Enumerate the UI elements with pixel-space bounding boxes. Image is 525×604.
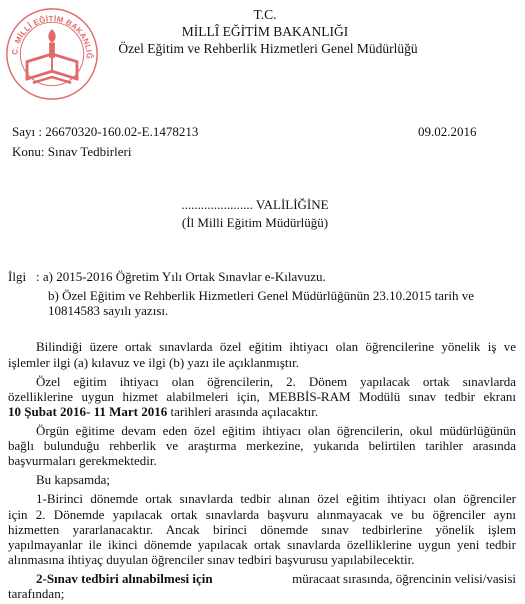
p6-rest: müracaat sırasında, öğrencinin velisi/vasisi xyxy=(292,571,516,586)
ilgi-label: İlgi xyxy=(8,269,27,284)
header-tc: T.C. xyxy=(253,7,277,22)
p5-line2: için 2. Dönemde yapılacak ortak sınavlarda başvuru alınmayacak ve bu öğrenciler aynı xyxy=(8,507,516,522)
p2-dates: 10 Şubat 2016- 11 Mart 2016 xyxy=(8,404,168,419)
sayi: Sayı : 26670320-160.02-E.1478213 xyxy=(12,124,199,139)
date: 09.02.2016 xyxy=(418,124,477,139)
p3-line1: Örgün eğitime devam eden özel eğitim ihtiyacı olan öğrencilerin, okul müdürlüğünün xyxy=(36,423,516,438)
p5-line4: yapılmayanlar ile ikinci dönemde yapılacak ortak sınavlarda özelliklerine uygun yeni tedbir xyxy=(8,537,516,552)
p4: Bu kapsamda; xyxy=(36,472,111,487)
ministry-logo xyxy=(4,6,100,102)
header-ministry: MİLLÎ EĞİTİM BAKANLIĞI xyxy=(181,24,349,39)
p3-line3: başvurmaları gerekmektedir. xyxy=(8,453,157,468)
konu: Konu: Sınav Tedbirleri xyxy=(12,144,132,159)
p2-line3 xyxy=(8,404,318,419)
p5-line3: hizmetten yararlanacaktır. Ancak birinci dönemde sınav tedbirlerine yönelik işlem xyxy=(8,522,516,537)
p2-line1: Özel eğitim ihtiyacı olan öğrencilerin, 2. Dönem yapılacak ortak sınavlarda xyxy=(36,374,516,389)
p3-line2: bağlı bulunduğu rehberlik ve araştırma merkezine, yukarıda belirtilen tarihler arasında xyxy=(8,438,516,453)
ilgi-b-line1: b) Özel Eğitim ve Rehberlik Hizmetleri Genel Müdürlüğünün 23.10.2015 tarih ve xyxy=(48,288,475,303)
ilgi-a: : a) 2015-2016 Öğretim Yılı Ortak Sınavlar e-Kılavuzu. xyxy=(36,269,326,284)
ilgi-b-line2: 10814583 sayılı yazısı. xyxy=(48,303,169,318)
recipient-line2: (İl Milli Eğitim Müdürlüğü) xyxy=(181,215,329,230)
p6-line2: tarafından; xyxy=(8,586,65,601)
p5-line5: alınmasına ihtiyaç duyulan öğrenciler sınav tedbiri başvurusu yapılabilecektir. xyxy=(8,552,415,567)
p5-line1: 1-Birinci dönemde ortak sınavlarda tedbir alınan özel eğitim ihtiyacı olan öğrenciler xyxy=(36,491,516,506)
svg-text:T.C. MİLLÎ EĞİTİM BAKANLIĞI: C. MİLLÎ EĞİTİM BAKANLIĞ xyxy=(10,14,94,60)
recipient-line1: ...................... VALİLİĞİNE xyxy=(181,197,329,212)
p2-line3-rest: tarihleri arasında açılacaktır. xyxy=(167,404,319,419)
p2-line2: özelliklerine uygun hizmet alabilmeleri için, MEBBİS-RAM Modülü sınav tedbir ekranı xyxy=(8,389,516,404)
p6-line1 xyxy=(36,571,516,586)
p1-line1: Bilindiği üzere ortak sınavlarda özel eğitim ihtiyacı olan öğrencilerine yönelik iş ve xyxy=(36,339,516,354)
header-directorate: Özel Eğitim ve Rehberlik Hizmetleri Genel Müdürlüğü xyxy=(118,41,418,56)
p1-line2: işlemler ilgi (a) kılavuz ve ilgi (b) yazı ile açıklanmıştır. xyxy=(8,355,299,370)
p6-bold: 2-Sınav tedbiri alınabilmesi için xyxy=(36,571,213,586)
